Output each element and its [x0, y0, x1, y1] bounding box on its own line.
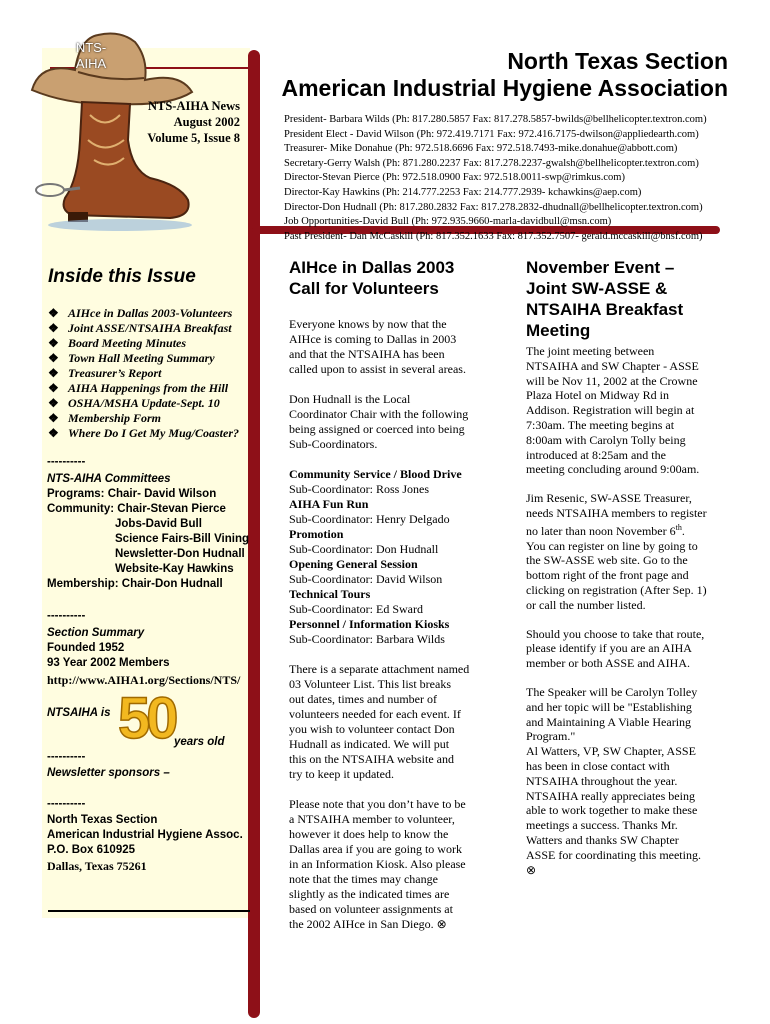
- section-summary-title: Section Summary: [47, 627, 145, 639]
- address-line: North Texas Section: [47, 814, 158, 826]
- page-title: North Texas Section: [507, 48, 728, 74]
- address-line: American Industrial Hygiene Assoc.: [47, 829, 243, 841]
- fifty-years-graphic: 50: [118, 686, 175, 751]
- toc-item: ❖ Town Hall Meeting Summary: [48, 351, 215, 365]
- committee-programs: Programs: Chair- David Wilson: [47, 488, 217, 500]
- article2-headline: November Event – Joint SW-ASSE & NTSAIHA Breakfast Meeting: [526, 258, 684, 340]
- page-subtitle: American Industrial Hygiene Association: [281, 75, 728, 101]
- officer-president-elect: President Elect - David Wilson (Ph: 972.419.7171 Fax: 972.416.7175-dwilson@appliedearth.com): [284, 128, 699, 140]
- diamond-bullet-icon: ❖: [48, 336, 59, 350]
- diamond-bullet-icon: ❖: [48, 306, 59, 320]
- committee-website: Website-Kay Hawkins: [115, 563, 234, 575]
- diamond-bullet-icon: ❖: [48, 351, 59, 365]
- sidebar-bottom-rule: [48, 910, 250, 912]
- member-count: 93 Year 2002 Members: [47, 657, 170, 669]
- divider: ----------: [47, 798, 86, 810]
- officer-president: President- Barbara Wilds (Ph: 817.280.5857 Fax: 817.278.5857-bwilds@bellhelicopter.textron.com): [284, 114, 707, 125]
- diamond-bullet-icon: ❖: [48, 396, 59, 410]
- committee-community: Community: Chair-Stevan Pierce: [47, 503, 226, 515]
- diamond-bullet-icon: ❖: [48, 411, 59, 425]
- officer-treasurer: Treasurer- Mike Donahue (Ph: 972.518.6696 Fax: 972.518.7493-mike.donahue@abbott.com): [284, 143, 678, 155]
- officer-director-pierce: Director-Stevan Pierce (Ph: 972.518.0900 Fax: 972.518.0011-swp@rimkus.com): [284, 172, 625, 184]
- address-line: Dallas, Texas 75261: [47, 859, 147, 873]
- logo-text-line2: AIHA: [75, 56, 107, 71]
- officer-director-hudnall: Director-Don Hudnall (Ph: 817.280.2832 Fax: 817.278.2832-dhudnall@bellhelicopter.textron.com): [284, 201, 703, 213]
- committee-membership: Membership: Chair-Don Hudnall: [47, 578, 223, 590]
- committees-title: NTS-AIHA Committees: [47, 473, 171, 485]
- officer-past-president: Past President- Dan McCaskill (Ph: 817.352.1633 Fax: 817.352.7507- gerald.mccaskill@bnsf.com): [284, 230, 703, 242]
- toc-item: ❖ AIHA Happenings from the Hill: [48, 381, 229, 395]
- inside-this-issue-title: Inside this Issue: [48, 266, 196, 287]
- issue-date: August 2002: [173, 115, 240, 129]
- ntsaiha-is: NTSAIHA is: [47, 707, 111, 719]
- newsletter-name: NTS-AIHA News: [147, 99, 240, 113]
- diamond-bullet-icon: ❖: [48, 321, 59, 335]
- officer-director-hawkins: Director-Kay Hawkins (Ph: 214.777.2253 Fax: 214.777.2939- kchawkins@aep.com): [284, 187, 642, 198]
- diamond-bullet-icon: ❖: [48, 366, 59, 380]
- article2-body: The joint meeting between NTSAIHA and SW Chapter - ASSE will be Nov 11, 2002 at the Crowne Plaza Hotel on Midway Rd in Addison. Registration will begin at 7:30am. The meeting begins at 8:00am with Carolyn Tolly being introduced at 8:25am and the meeting concluding around 9:00am. Jim Resenic, SW-ASSE Treasurer, needs NTSAIHA members to register no later than noon November 6th. You can register on line by going to the SW-ASSE web site. Go to the bottom right of the front page and clicking on registration (After Sep. 1) or call the number listed. Should you choose to take that route, please identify if you are an AIHA member or both ASSE and AIHA. The Speaker will be Carolyn Tolley and her topic will be "Establishing and Maintaining A Viable Hearing Program." Al Watters, VP, SW Chapter, ASSE has been in close contact with NTSAIHA throughout the year. NTSAIHA really appreciates being able to work together to make these meetings a success. Thanks Mr. Watters and thanks SW Chapter ASSE for coordinating this meeting. ⊗: [526, 344, 707, 877]
- toc-item: ❖ Where Do I Get My Mug/Coaster?: [48, 426, 240, 440]
- logo-text: [56, 40, 126, 72]
- article1-headline: AIHce in Dallas 2003 Call for Volunteers: [289, 258, 455, 298]
- newsletter-sponsors: Newsletter sponsors –: [47, 767, 170, 779]
- toc-item: ❖ Membership Form: [48, 411, 162, 425]
- volume-issue: Volume 5, Issue 8: [147, 131, 240, 145]
- years-old: years old: [174, 736, 225, 748]
- toc-item: ❖ AIHce in Dallas 2003-Volunteers: [48, 306, 233, 320]
- founded: Founded 1952: [47, 642, 125, 654]
- officer-secretary: Secretary-Gerry Walsh (Ph: 871.280.2237 Fax: 817.278.2237-gwalsh@bellhelicopter.textron.com): [284, 157, 699, 169]
- diamond-bullet-icon: ❖: [48, 381, 59, 395]
- address-line: P.O. Box 610925: [47, 844, 136, 856]
- article1-body: Everyone knows by now that the AIHce is coming to Dallas in 2003 and that the NTSAIHA has been called upon to assist in several areas. Don Hudnall is the Local Coordinator Chair with the following being assigned or coerced into being Sub-Coordinators. Community Service / Blood Drive Sub-Coordinator: Ross Jones AIHA Fun Run Sub-Coordinator: Henry Delgado Promotion Sub-Coordinator: Don Hudnall Opening General Session Sub-Coordinator: David Wilson Technical Tours Sub-Coordinator: Ed Sward Personnel / Information Kiosks Sub-Coordinator: Barbara Wilds There is a separate attachment named 03 Volunteer List. This list breaks out dates, times and number of volunteers needed for each event. If you wish to volunteer contact Don Hudnall as indicated. We will put this on the NTSAIHA website and try to keep it updated. Please note that you don’t have to be a NTSAIHA member to volunteer, however it does help to know the Dallas area if you are going to work in an Information Kiosk. Also please note that the times may change slightly as the indicated times are based on volunteer assignments at the 2002 AIHce in San Diego. ⊗: [289, 317, 470, 931]
- divider: ----------: [47, 751, 86, 763]
- committee-jobs: Jobs-David Bull: [115, 518, 202, 530]
- divider: ----------: [47, 610, 86, 622]
- website-link[interactable]: http://www.AIHA1.org/Sections/NTS/: [47, 673, 241, 687]
- logo-text-line1: NTS-: [75, 40, 107, 55]
- diamond-bullet-icon: ❖: [48, 426, 59, 440]
- divider: ----------: [47, 456, 86, 468]
- toc-item: ❖ Joint ASSE/NTSAIHA Breakfast: [48, 321, 232, 335]
- toc-item: ❖ Treasurer’s Report: [48, 366, 162, 380]
- toc-item: ❖ OSHA/MSHA Update-Sept. 10: [48, 396, 220, 410]
- vertical-divider: [248, 50, 260, 1018]
- officer-job-opportunities: Job Opportunities-David Bull (Ph: 972.935.9660-marla-davidbull@msn.com): [284, 216, 612, 228]
- committee-science-fairs: Science Fairs-Bill Vining: [115, 533, 249, 545]
- committee-newsletter: Newsletter-Don Hudnall: [115, 548, 245, 560]
- toc-item: ❖ Board Meeting Minutes: [48, 336, 187, 350]
